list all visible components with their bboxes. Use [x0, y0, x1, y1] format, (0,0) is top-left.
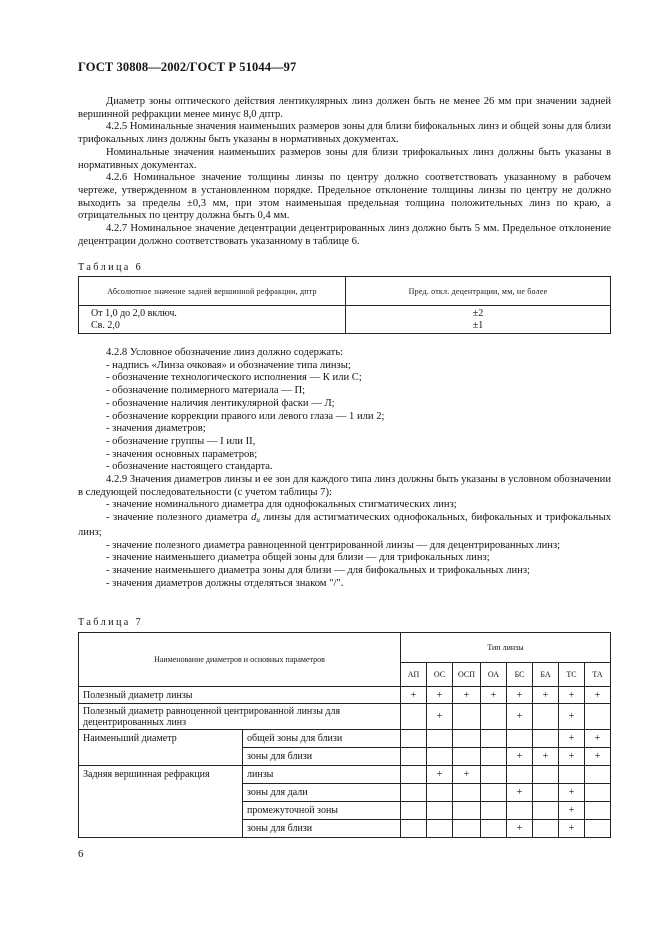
table7-mark	[507, 766, 533, 784]
table7-mark	[533, 784, 559, 802]
symbol-d: d	[251, 512, 257, 524]
table7-subparam: зоны для дали	[243, 784, 401, 802]
table7-mark: +	[559, 802, 585, 820]
table7-header-param: Наименование диаметров и основных параметров	[79, 633, 401, 687]
table7-mark: +	[533, 748, 559, 766]
table7-mark: +	[427, 766, 453, 784]
table7-mark	[427, 802, 453, 820]
table7-mark: +	[533, 687, 559, 704]
table7-mark: +	[507, 784, 533, 802]
table6-header-deviation: Пред. откл. децентрации, мм, не более	[346, 277, 611, 306]
table7-header-type: Тип линзы	[401, 633, 611, 663]
table7-mark	[507, 730, 533, 748]
table7-mark	[401, 748, 427, 766]
page-header: ГОСТ 30808—2002/ГОСТ Р 51044—97	[78, 60, 297, 74]
table7-mark	[401, 820, 427, 838]
table7-param: Задняя вершинная рефракция	[79, 766, 243, 838]
table7-caption: Таблица 7	[78, 617, 144, 628]
table7-subparam: зоны для близи	[243, 820, 401, 838]
table7-mark	[481, 820, 507, 838]
table7-mark: +	[427, 704, 453, 730]
table6-range-2: Св. 2,0	[91, 319, 120, 331]
paragraph: Диаметр зоны оптического действия лентикулярных линз должен быть не менее 26 мм при значении задней вершинной рефракции менее минус 8,0 дптр.	[78, 96, 611, 120]
text-block-b	[78, 347, 611, 590]
table7-mark	[533, 704, 559, 730]
table7-mark	[401, 704, 427, 730]
table7-mark: +	[453, 687, 481, 704]
table7-type: ОСП	[453, 663, 481, 687]
list-item: - обозначение полимерного материала — П;	[106, 385, 306, 397]
table7-mark	[533, 730, 559, 748]
list-item: - значение полезного диаметра равноценной центрированной линзы — для децентрированных линз;	[106, 539, 561, 551]
table7-subparam: общей зоны для близи	[243, 730, 401, 748]
list-item: - значение номинального диаметра для однофокальных стигматических линз;	[106, 499, 457, 511]
table7-mark	[585, 766, 611, 784]
table7-mark	[533, 802, 559, 820]
table7-mark	[533, 820, 559, 838]
list-item: - обозначение наличия лентикулярной фаски — Л;	[106, 397, 335, 409]
table6-header-refraction: Абсолютное значение задней вершинной рефракции, дптр	[79, 277, 346, 306]
text-block-a	[78, 96, 611, 248]
table7-mark	[427, 730, 453, 748]
table7-param: Полезный диаметр равноценной центрированной линзы для децентрированных линз	[79, 704, 401, 730]
list-item: - обозначение коррекции правого или левого глаза — 1 или 2;	[106, 410, 385, 422]
table7-mark	[453, 704, 481, 730]
list-item: - значение наименьшего диаметра зоны для близи — для бифокальных и трифокальных линз;	[106, 564, 530, 576]
table7-type: БС	[507, 663, 533, 687]
table6-caption: Таблица 6	[78, 262, 144, 273]
page-number: 6	[78, 848, 84, 860]
table7-type: ТА	[585, 663, 611, 687]
table7-mark: +	[427, 687, 453, 704]
table6-deviation-1: ±2	[472, 307, 484, 319]
table-row	[79, 704, 611, 730]
table-7	[78, 632, 611, 838]
list-item: - значение наименьшего диаметра общей зоны для близи — для трифокальных линз;	[106, 552, 490, 564]
table7-type: ОС	[427, 663, 453, 687]
table7-mark	[453, 730, 481, 748]
table7-mark: +	[507, 820, 533, 838]
list-item: - значения основных параметров;	[106, 448, 258, 460]
table7-mark: +	[559, 687, 585, 704]
table7-mark	[585, 704, 611, 730]
table7-mark: +	[481, 687, 507, 704]
table6-deviation-2: ±1	[472, 319, 484, 331]
table7-param: Наименьший диаметр	[79, 730, 243, 766]
table7-type: ОА	[481, 663, 507, 687]
table7-mark	[481, 730, 507, 748]
table7-mark: +	[585, 730, 611, 748]
table-6	[78, 276, 611, 334]
table7-mark: +	[401, 687, 427, 704]
table7-mark	[427, 820, 453, 838]
table7-type: ТС	[559, 663, 585, 687]
list-item: - значения диаметров должны отделяться знаком "/".	[106, 577, 344, 589]
paragraph: Номинальные значения наименьших размеров зоны для близи трифокальных линз должны быть указаны в нормативных документах.	[78, 146, 611, 171]
table7-mark	[585, 784, 611, 802]
table7-mark	[453, 748, 481, 766]
table7-mark	[427, 784, 453, 802]
table6-cell-deviation	[346, 306, 611, 334]
table7-mark	[481, 784, 507, 802]
table7-mark: +	[585, 687, 611, 704]
table7-mark	[481, 802, 507, 820]
table-row	[79, 306, 611, 334]
table7-mark	[401, 730, 427, 748]
table6-cell-range	[79, 306, 346, 334]
table-row	[79, 730, 611, 748]
table7-mark: +	[507, 704, 533, 730]
table-row	[79, 766, 611, 784]
list-item-du: - значение полезного диаметра $d_u$ линзы для астигматических однофокальных, бифокальных и трифокальных линз;	[78, 512, 611, 538]
table7-mark: +	[453, 766, 481, 784]
table-row	[79, 687, 611, 704]
table7-mark: +	[559, 748, 585, 766]
paragraph: 4.2.9 Значения диаметров линзы и ее зон для каждого типа линз должны быть указаны в условном обозначении в следующей последовательности (с учетом таблицы 7):	[78, 474, 611, 498]
table7-mark: +	[559, 730, 585, 748]
table7-mark	[507, 802, 533, 820]
list-item: - надпись «Линза очковая» и обозначение типа линзы;	[106, 359, 351, 371]
table7-mark	[585, 820, 611, 838]
table7-mark	[427, 748, 453, 766]
table7-mark	[453, 784, 481, 802]
table7-subparam: промежуточной зоны	[243, 802, 401, 820]
table7-mark: +	[507, 748, 533, 766]
table7-param: Полезный диаметр линзы	[79, 687, 401, 704]
paragraph: 4.2.5 Номинальные значения наименьших размеров зоны для близи бифокальных линз и общей зоны для близи трифокальных линз должны быть указаны в нормативных документах.	[78, 121, 611, 146]
table7-mark	[585, 802, 611, 820]
table7-subparam: линзы	[243, 766, 401, 784]
table7-mark	[453, 820, 481, 838]
table7-mark	[481, 704, 507, 730]
list-item: - обозначение группы — I или II,	[106, 435, 256, 447]
table7-mark	[401, 802, 427, 820]
paragraph: 4.2.7 Номинальное значение децентрации децентрированных линз должно быть 5 мм. Предельное отклонение децентрации должно соответствовать указанному в таблице 6.	[78, 223, 611, 247]
table7-mark: +	[507, 687, 533, 704]
table7-mark	[453, 802, 481, 820]
list-item: - обозначение технологического исполнения — К или С;	[106, 372, 362, 384]
table7-mark	[401, 766, 427, 784]
paragraph: 4.2.8 Условное обозначение линз должно содержать:	[106, 347, 344, 358]
paragraph: 4.2.6 Номинальное значение толщины линзы по центру должно соответствовать указанному в рабочем чертеже, утвержденном в установленном порядке. Предельное отклонение толщины линзы по центру не должно выходить за пределы ±0,3 мм, при этом наименьшая предельная толщина положительных линз по краю, а отрицательных по центру должна быть 0,4 мм.	[78, 172, 611, 222]
table7-mark	[401, 784, 427, 802]
table7-mark: +	[559, 784, 585, 802]
list-item: - значения диаметров;	[106, 423, 206, 435]
table7-type: АП	[401, 663, 427, 687]
table7-mark: +	[559, 704, 585, 730]
table6-range-1: От 1,0 до 2,0 включ.	[91, 307, 177, 319]
table7-type: БА	[533, 663, 559, 687]
list-item: - обозначение настоящего стандарта.	[106, 461, 273, 473]
table7-mark	[481, 766, 507, 784]
table7-mark	[533, 766, 559, 784]
table7-mark: +	[585, 748, 611, 766]
table7-mark	[481, 748, 507, 766]
table7-mark: +	[559, 820, 585, 838]
table7-mark	[559, 766, 585, 784]
table7-subparam: зоны для близи	[243, 748, 401, 766]
